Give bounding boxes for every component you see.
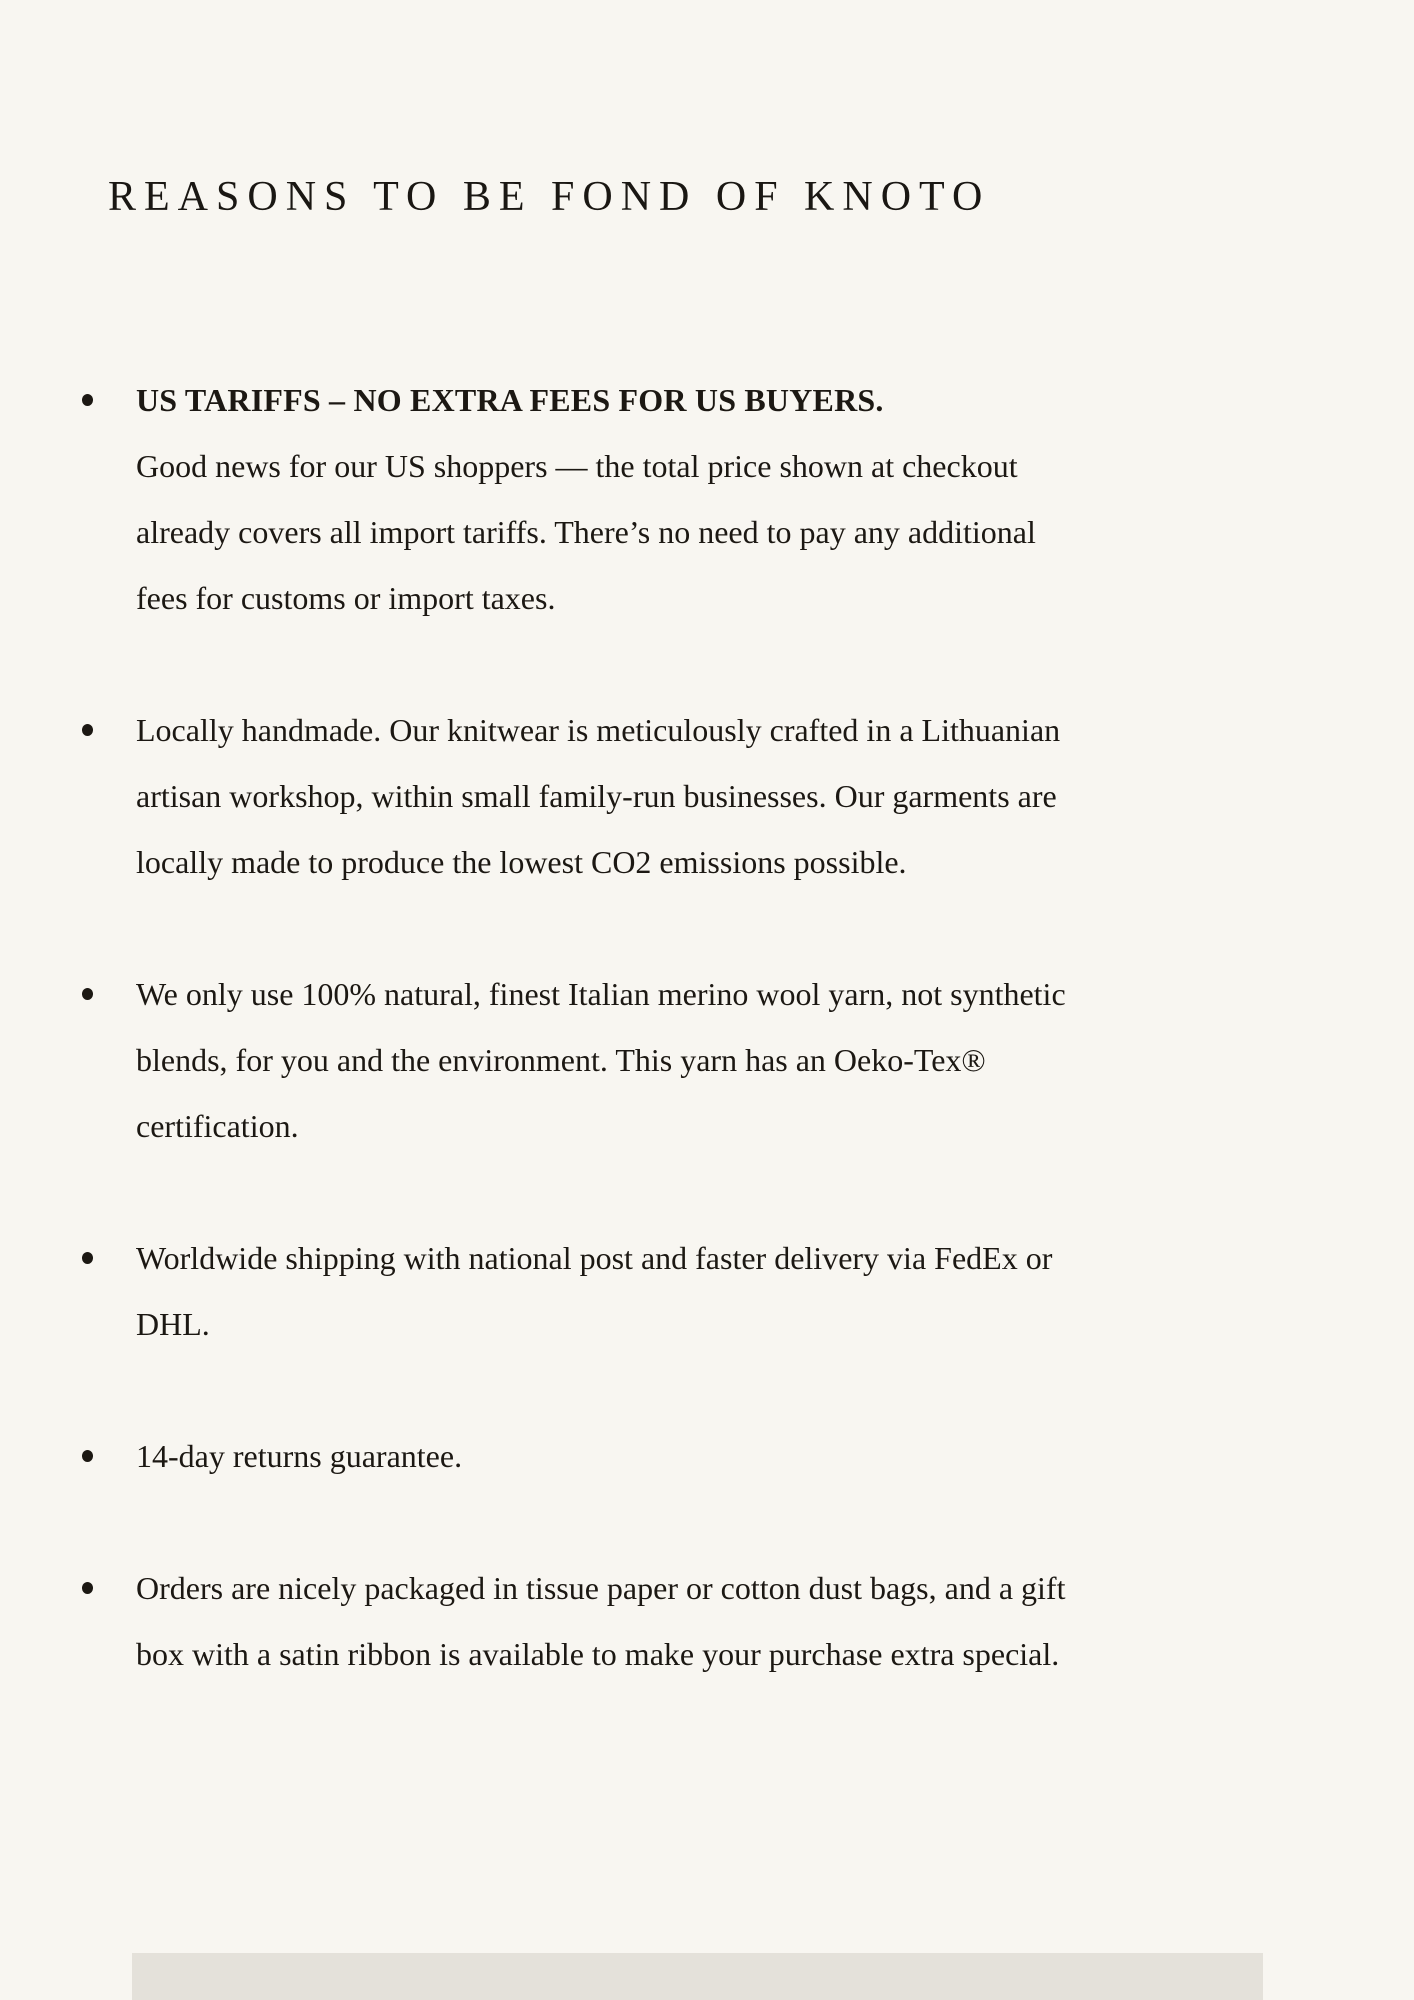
list-item: [108, 367, 1093, 631]
bullet-text: Good news for our US shoppers — the total price shown at checkout already covers all import tariffs. There’s no need to pay any additional fees for customs or import taxes.: [136, 448, 1036, 616]
list-item: [108, 1555, 1093, 1687]
list-item: [108, 961, 1093, 1159]
reasons-bullet-list: [108, 367, 1093, 1687]
next-section-panel: [132, 1953, 1263, 2000]
list-item: [108, 1225, 1093, 1357]
bullet-text: Worldwide shipping with national post and faster delivery via FedEx or DHL.: [136, 1240, 1053, 1342]
bullet-text: Locally handmade. Our knitwear is meticulously crafted in a Lithuanian artisan workshop, within small family-run businesses. Our garments are locally made to produce the lowest CO2 emissions possible.: [136, 712, 1061, 880]
section-heading: REASONS TO BE FOND OF KNOTO: [108, 174, 991, 220]
list-item: [108, 1423, 1093, 1489]
list-item: [108, 697, 1093, 895]
bullet-text: 14-day returns guarantee.: [136, 1438, 463, 1474]
bullet-text: We only use 100% natural, finest Italian merino wool yarn, not synthetic blends, for you and the environment. This yarn has an Oeko-Tex® certification.: [136, 976, 1066, 1144]
bullet-lead-us-tariffs: US TARIFFS – NO EXTRA FEES FOR US BUYERS.: [136, 382, 884, 418]
bullet-text: Orders are nicely packaged in tissue paper or cotton dust bags, and a gift box with a satin ribbon is available to make your purchase extra special.: [136, 1570, 1066, 1672]
